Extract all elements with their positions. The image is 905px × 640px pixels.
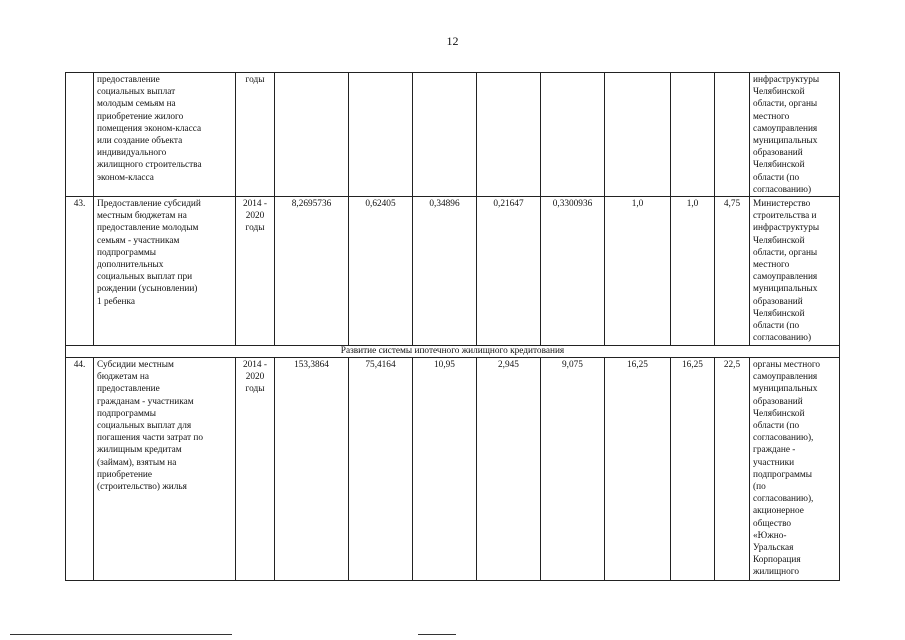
value-cell: 16,25 [671,358,715,581]
value-cell: 1,0 [605,197,671,346]
row-number-cell: 44. [66,358,94,581]
period-cell: годы [236,73,275,197]
value-cell [605,73,671,197]
value-cell [413,73,477,197]
responsible-cell: Министерство строительства и инфраструктуры Челябинской области, органы местного самоуправления муниципальных образований Челябинской области (по согласованию) [750,197,840,346]
program-activities-table [65,72,840,581]
responsible-cell: органы местного самоуправления муниципальных образований Челябинской области (по согласованию), граждане - участники подпрограммы (по согласованию), акционерное общество «Южно- Уральская Корпорация жилищного [750,358,840,581]
table-row [66,358,840,581]
value-cell: 9,075 [541,358,605,581]
row-number-cell: 43. [66,197,94,346]
description-cell: Субсидии местным бюджетам на предоставление гражданам - участникам подпрограммы социальных выплат для погашения части затрат по жилищным кредитам (займам), взятым на приобретение (строительство) жилья [94,358,236,581]
value-cell [477,73,541,197]
page-number: 12 [446,34,459,48]
value-cell: 4,75 [715,197,750,346]
table-row [66,197,840,346]
value-cell: 0,62405 [349,197,413,346]
section-title: Развитие системы ипотечного жилищного кредитования [66,346,840,358]
row-number-cell [66,73,94,197]
description-cell: Предоставление субсидий местным бюджетам на предоставление молодым семьям - участникам подпрограммы дополнительных социальных выплат при рождении (усыновлении) 1 ребенка [94,197,236,346]
value-cell: 0,34896 [413,197,477,346]
value-cell: 2,945 [477,358,541,581]
value-cell: 75,4164 [349,358,413,581]
value-cell [715,73,750,197]
section-heading-row [66,346,840,358]
period-cell: 2014 - 2020 годы [236,358,275,581]
period-cell: 2014 - 2020 годы [236,197,275,346]
footer-rule-left [10,634,232,635]
value-cell: 153,3864 [275,358,349,581]
value-cell: 0,3300936 [541,197,605,346]
value-cell: 16,25 [605,358,671,581]
table-row [66,73,840,197]
value-cell [541,73,605,197]
footer-rule-right [418,634,456,635]
value-cell [349,73,413,197]
value-cell: 1,0 [671,197,715,346]
responsible-cell: инфраструктуры Челябинской области, органы местного самоуправления муниципальных образований Челябинской области (по согласованию) [750,73,840,197]
value-cell: 22,5 [715,358,750,581]
value-cell: 10,95 [413,358,477,581]
value-cell [275,73,349,197]
value-cell: 0,21647 [477,197,541,346]
description-cell: предоставление социальных выплат молодым семьям на приобретение жилого помещения эконом-класса или создание объекта индивидуального жилищного строительства эконом-класса [94,73,236,197]
value-cell [671,73,715,197]
value-cell: 8,2695736 [275,197,349,346]
